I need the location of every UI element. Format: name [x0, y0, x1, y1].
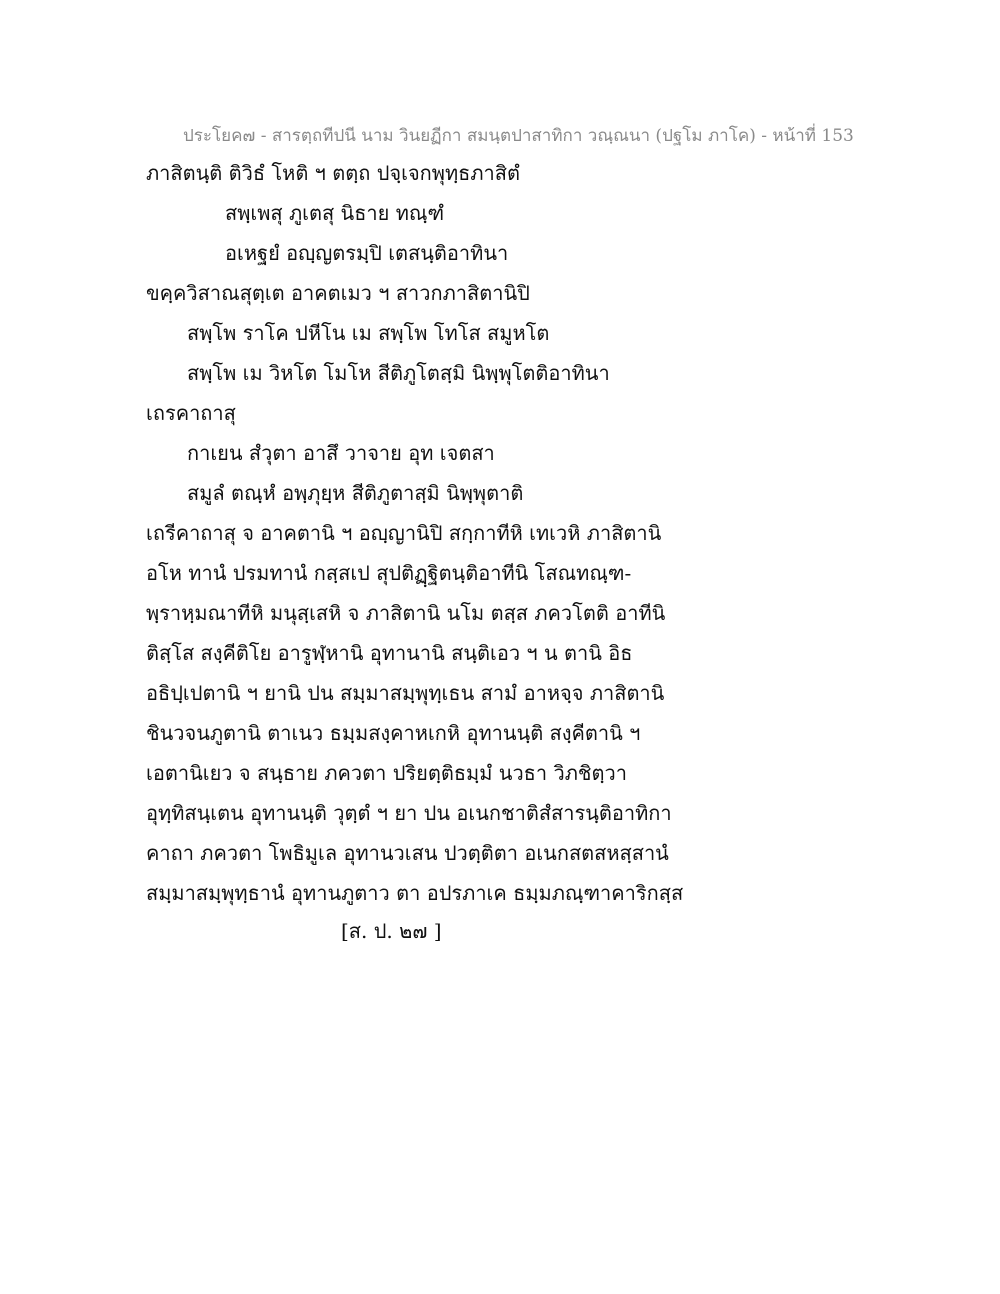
prose-line: ภาสิตนฺติ ติวิธํ โหติ ฯ ตตฺถ ปจฺเจกพุทฺธภาสิตํ [146, 161, 520, 185]
prose-line: อุทฺทิสนฺเตน อุทานนฺติ วุตฺตํ ฯ ยา ปน อเนกชาติสํสารนฺติอาทิกา [146, 801, 672, 825]
verse-line: สพฺเพสุ ภูเตสุ นิธาย ทณฺฑํ [225, 201, 445, 225]
verse-line: สมูลํ ตณฺหํ อพฺภุยฺห สีติภูตาสฺมิ นิพฺพุตาติ [187, 481, 524, 505]
prose-line: เถรคาถาสุ [146, 401, 236, 425]
verse-line: สพฺโพ ราโค ปหีโน เม สพฺโพ โทโส สมูหโต [187, 321, 550, 345]
prose-line: สมฺมาสมฺพุทฺธานํ อุทานภูตาว ตา อปรภาเค ธมฺมภณฺฑาคาริกสฺส [146, 881, 684, 905]
prose-line: เถรีคาถาสุ จ อาคตานิ ฯ อญฺญานิปิ สกฺกาทีหิ เทเวหิ ภาสิตานิ [146, 521, 662, 545]
running-header: ประโยค๗ - สารตฺถทีปนี นาม วินยฏีกา สมนฺตปาสาทิกา วณฺณนา (ปฐโม ภาโค) - หน้าที่ 153 [183, 126, 854, 146]
prose-line: อโห ทานํ ปรมทานํ กสฺสเป สุปติฏฺฐิตนฺติอาทีนิ โสณทณฺฑ- [146, 561, 632, 585]
verse-line: อเหฐยํ อญฺญตรมฺปิ เตสนฺติอาทินา [225, 241, 509, 265]
verse-line: กาเยน สํวุตา อาสึ วาจาย อุท เจตสา [187, 441, 495, 465]
prose-line: ขคฺควิสาณสุตฺเต อาคตเมว ฯ สาวกภาสิตานิปิ [146, 281, 530, 305]
prose-line: เอตานิเยว จ สนฺธาย ภควตา ปริยตฺติธมฺมํ นวธา วิภชิตฺวา [146, 761, 627, 785]
prose-line: คาถา ภควตา โพธิมูเล อุทานวเสน ปวตฺติตา อเนกสตสหสฺสานํ [146, 841, 669, 865]
prose-line: ชินวจนภูตานิ ตาเนว ธมฺมสงฺคาหเกหิ อุทานนฺติ สงฺคีตานิ ฯ [146, 721, 641, 745]
page-reference: [ส. ป. ๒๗ ] [341, 919, 442, 943]
verse-line: สพฺโพ เม วิหโต โมโห สีติภูโตสฺมิ นิพฺพุโตติอาทินา [187, 361, 610, 385]
prose-line: อธิปฺเปตานิ ฯ ยานิ ปน สมฺมาสมฺพุทฺเธน สามํ อาหจฺจ ภาสิตานิ [146, 681, 665, 705]
prose-line: ติสฺโส สงฺคีติโย อารูฬฺหานิ อุทานานิ สนฺติเอว ฯ น ตานิ อิธ [146, 641, 633, 665]
prose-line: พฺราหฺมณาทีหิ มนุสฺเสหิ จ ภาสิตานิ นโม ตสฺส ภควโตติ อาทีนิ [146, 601, 666, 625]
